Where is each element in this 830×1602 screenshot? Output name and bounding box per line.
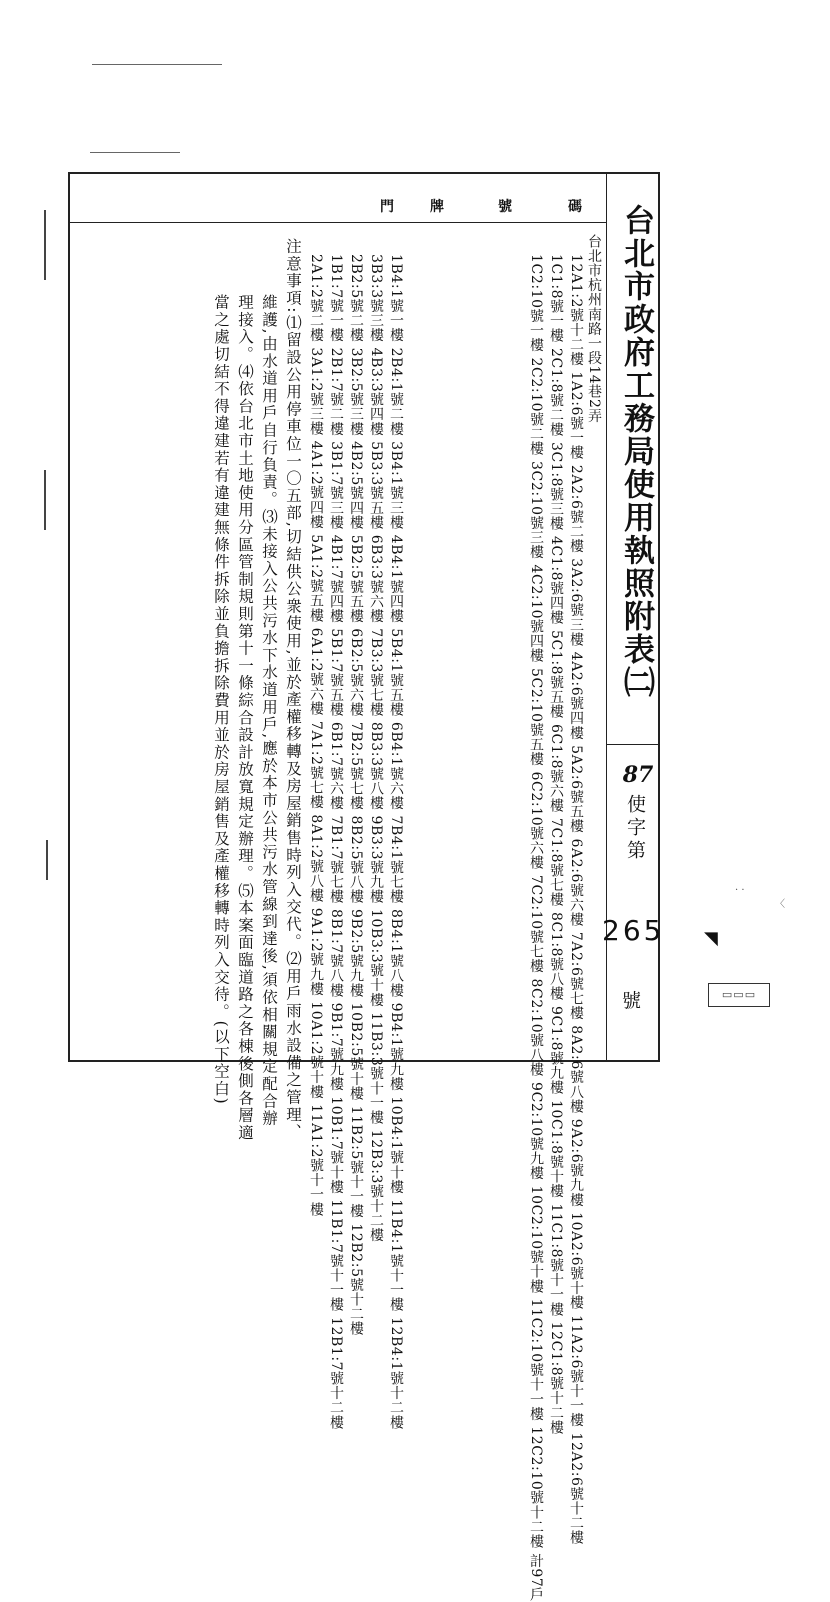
scan-speck: · · [735, 885, 745, 896]
header-cell-3: 牌 [430, 199, 444, 215]
permit-number: 265 [602, 914, 665, 947]
permit-suffix: 號 [622, 990, 642, 1012]
address-column-b1: 1B1:7號一樓 2B1:7號二樓 3B1:7號三樓 4B1:7號四樓 5B1:7號五樓 6B1:7號六樓 7B1:7號七樓 8B1:7號八樓 9B1:7號九樓 10B1:7號十樓 11B1:7號十一樓 12B1:7號十二樓 [328, 254, 344, 1430]
note-line-2: 維護,由水道用戶自行負責。⑶未接入公共污水下水道用戶,應於本市公共污水管線到達後,須依相關規定配合辦 [260, 294, 278, 1128]
header-cell-1: 碼 [568, 199, 582, 215]
permit-table-frame [68, 172, 665, 1602]
scan-artifact-line [90, 152, 180, 153]
address-column-b3: 3B3:3號三樓 4B3:3號四樓 5B3:3號五樓 6B3:3號六樓 7B3:3號七樓 8B3:3號八樓 9B3:3號九樓 10B3:3號十樓 11B3:3號十一樓 12B3:3號十二樓 [368, 254, 384, 1243]
arrow-mark-icon: ◥ [704, 928, 718, 949]
document-title: 台北市政府工務局使用執照附表㈡ [618, 204, 654, 699]
header-cell-4: 門 [380, 199, 394, 215]
table-header-row [70, 174, 606, 223]
address-column-b4: 1B4:1號一樓 2B4:1號二樓 3B4:1號三樓 4B4:1號四樓 5B4:1號五樓 6B4:1號六樓 7B4:1號七樓 8B4:1號八樓 9B4:1號九樓 10B4:1號十樓 11B4:1號十一樓 12B4:1號十二樓 [388, 254, 404, 1430]
address-column-b2: 2B2:5號二樓 3B2:5號三樓 4B2:5號四樓 5B2:5號五樓 6B2:5號六樓 7B2:5號七樓 8B2:5號八樓 9B2:5號九樓 10B2:5號十樓 11B2:5號十一樓 12B2:5號十二樓 [348, 254, 364, 1337]
title-separator [607, 744, 660, 745]
note-line-4: 當之處切結不得違建若有違建無條件拆除並負擔拆除費用並於房屋銷售及產權移轉時列入交待。(以下空白) [212, 294, 230, 1106]
scan-artifact-line [92, 64, 222, 65]
address-column-c1: 1C1:8號一樓 2C1:8號二樓 3C1:8號三樓 4C1:8號四樓 5C1:8號五樓 6C1:8號六樓 7C1:8號七樓 8C1:8號八樓 9C1:8號九樓 10C1:8號十樓 11C1:8號十一樓 12C1:8號十二樓 [548, 254, 564, 1435]
permit-prefix: 87 [622, 762, 654, 788]
address-column-a1: 2A1:2號二樓 3A1:2號三樓 4A1:2號四樓 5A1:2號五樓 6A1:2號六樓 7A1:2號七樓 8A1:2號八樓 9A1:2號九樓 10A1:2號十樓 11A1:2號十一樓 [308, 254, 324, 1217]
note-line-1: 注意事項:⑴留設公用停車位一〇五部,切結供公衆使用,並於產權移轉及房屋銷售時列入交代。⑵用戶雨水設備之管理、 [284, 238, 302, 1141]
margin-mark [46, 840, 48, 880]
header-cell-2: 號 [498, 199, 512, 215]
address-column-a2: 12A1:2號十二樓 1A2:6號一樓 2A2:6號二樓 3A2:6號三樓 4A2:6號四樓 5A2:6號五樓 6A2:6號六樓 7A2:6號七樓 8A2:6號八樓 9A2:6號九樓 10A2:6號十樓 11A2:6號十一樓 12A2:6號十二樓 [568, 254, 584, 1545]
margin-mark [44, 470, 46, 530]
scan-speck: 〈 [775, 899, 785, 910]
address-column-c2: 1C2:10號一樓 2C2:10號二樓 3C2:10號三樓 4C2:10號四樓 5C2:10號五樓 6C2:10號六樓 7C2:10號七樓 8C2:10號八樓 9C2:10號九樓 10C2:10號十樓 11C2:10號十一樓 12C2:10號十二樓 計97戶 [528, 254, 544, 1602]
stamp-mark: ▭▭▭ [708, 983, 770, 1007]
permit-label: 使字第 [624, 794, 646, 863]
margin-mark [44, 210, 46, 280]
address-street: 台北市杭州南路一段14巷2弄 [586, 234, 602, 424]
note-line-3: 理接入。⑷依台北市土地使用分區管制規則第十一條綜合設計放寬規定辦理。⑸本案面臨道路之各棟後側各層適 [236, 294, 254, 1142]
